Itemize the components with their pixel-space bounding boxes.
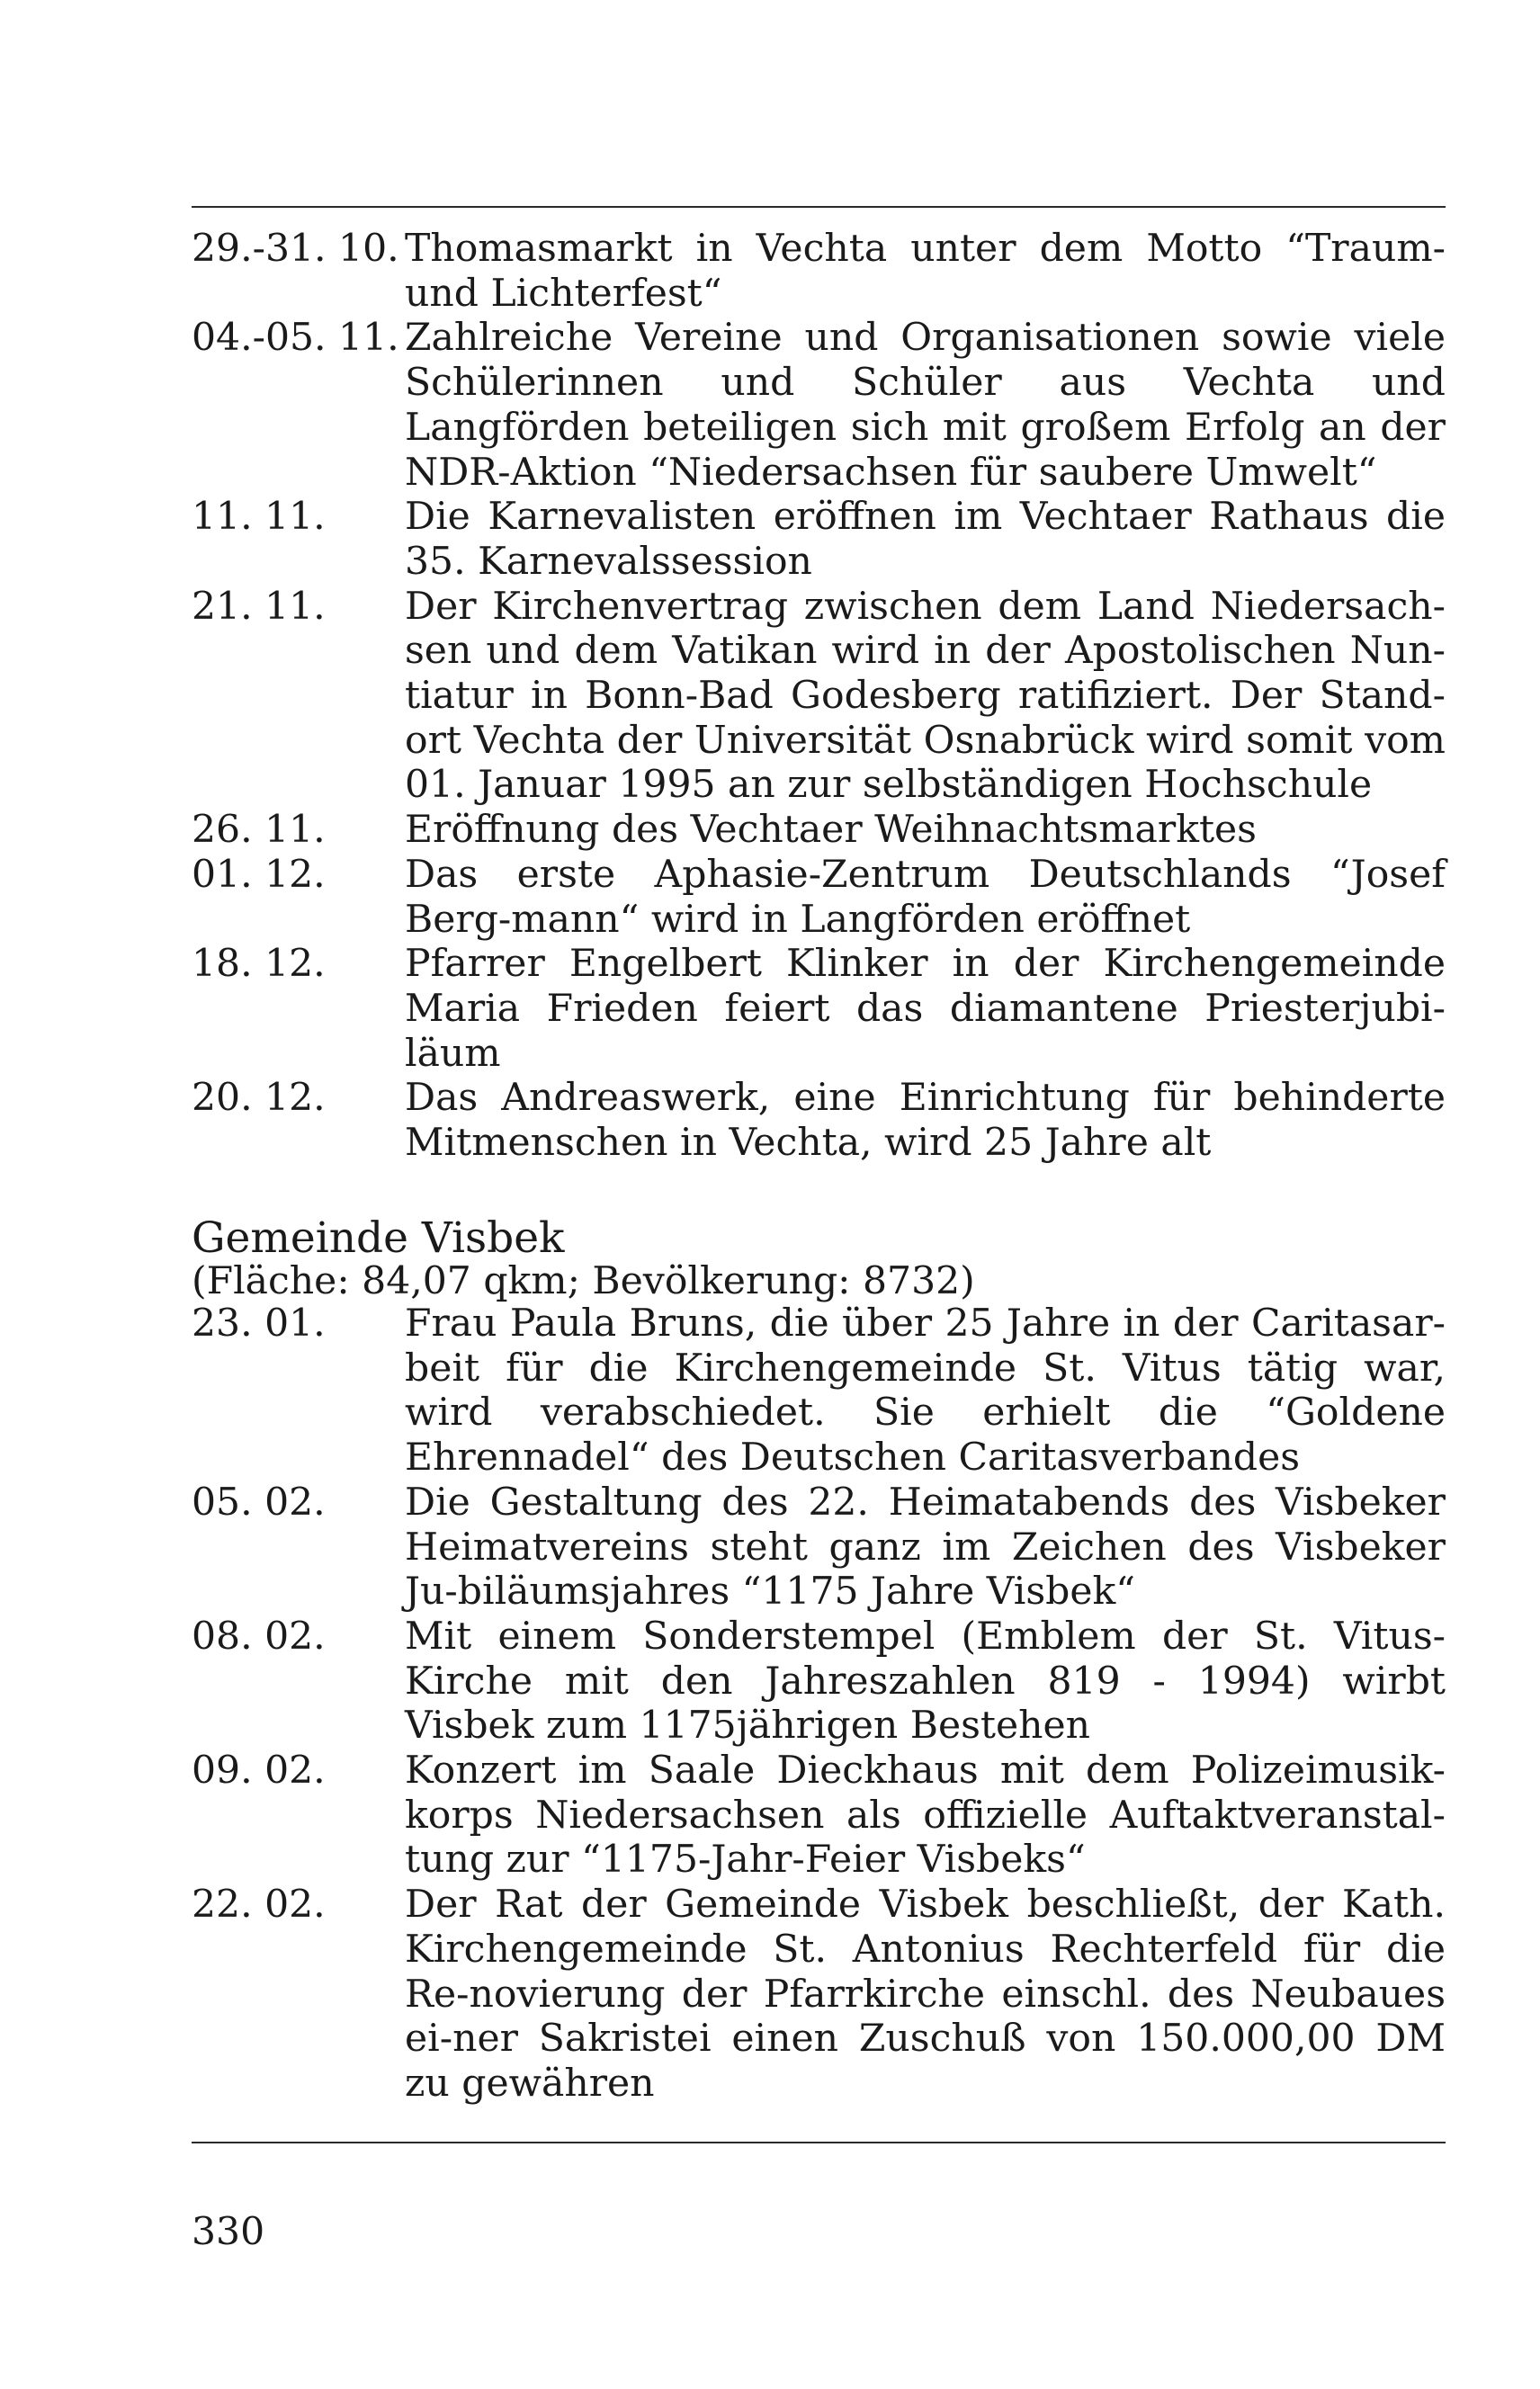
entry-date: 09. 02. xyxy=(192,1749,326,1794)
entry-date: 26. 11. xyxy=(192,808,326,853)
entry-date: 05. 02. xyxy=(192,1480,326,1525)
entry-date: 23. 01. xyxy=(192,1302,326,1346)
entry-text: Die Gestaltung des 22. Heimatabends des Visbeker Heimatvereins steht ganz im Zeichen des Visbeker Ju-biläumsjahres “1175 Jahre Visbek“ xyxy=(405,1480,1446,1615)
entry-text: Frau Paula Bruns, die über 25 Jahre in der Caritasar-beit für die Kirchengemeinde St. Vitus tätig war, wird verabschiedet. Sie erhielt die “Goldene Ehrennadel“ des Deutschen Caritasverbandes xyxy=(405,1302,1446,1481)
entry-text: Mit einem Sonderstempel (Emblem der St. Vitus-Kirche mit den Jahreszahlen 819 - 1994) wirbt Visbek zum 1175jährigen Bestehen xyxy=(405,1614,1446,1749)
top-rule xyxy=(192,206,1446,208)
entry-text: Eröffnung des Vechtaer Weihnachtsmarktes xyxy=(405,808,1257,853)
chronicle-entry xyxy=(192,1749,1446,1883)
chronicle-entry xyxy=(192,808,1446,853)
section-title: Gemeinde Visbek xyxy=(192,1213,565,1263)
entry-date: 18. 12. xyxy=(192,942,326,987)
entry-text: Pfarrer Engelbert Klinker in der Kirchengemeinde Maria Frieden feiert das diamantene Priesterjubi-läum xyxy=(405,942,1446,1076)
entry-text: Der Kirchenvertrag zwischen dem Land Niedersach-sen und dem Vatikan wird in der Apostolischen Nun-tiatur in Bonn-Bad Godesberg ratifiziert. Der Stand-ort Vechta der Universität Osnabrück wird somit vom 01. Januar 1995 an zur selbständigen Hochschule xyxy=(405,584,1446,808)
entry-date: 04.-05. 11. xyxy=(192,316,399,361)
chronicle-entry xyxy=(192,853,1446,942)
entry-date: 11. 11. xyxy=(192,495,326,540)
chronicle-entry xyxy=(192,227,1446,316)
entry-text: Das Andreaswerk, eine Einrichtung für behinderte Mitmenschen in Vechta, wird 25 Jahre alt xyxy=(405,1076,1446,1166)
entry-date: 21. 11. xyxy=(192,584,326,629)
chronicle-entry xyxy=(192,1615,1446,1749)
entry-text: Der Rat der Gemeinde Visbek beschließt, der Kath. Kirchengemeinde St. Antonius Rechterfeld für die Re-novierung der Pfarrkirche einschl. des Neubaues ei-ner Sakristei einen Zuschuß von 150.000,00 DM zu gewähren xyxy=(405,1883,1446,2106)
chronicle-entry xyxy=(192,942,1446,1076)
bottom-rule xyxy=(192,2142,1446,2143)
chronicle-entry xyxy=(192,1076,1446,1165)
section-info: (Fläche: 84,07 qkm; Bevölkerung: 8732) xyxy=(192,1259,975,1303)
chronicle-entry xyxy=(192,585,1446,809)
entry-text: Zahlreiche Vereine und Organisationen sowie viele Schülerinnen und Schüler aus Vechta und Langförden beteiligen sich mit großem Erfolg an der NDR-Aktion “Niedersachsen für saubere Umwelt“ xyxy=(405,316,1446,495)
entry-date: 01. 12. xyxy=(192,852,326,897)
chronicle-entry xyxy=(192,495,1446,584)
entry-text: Konzert im Saale Dieckhaus mit dem Polizeimusik-korps Niedersachsen als offizielle Auftaktveranstal-tung zur “1175-Jahr-Feier Visbeks“ xyxy=(405,1749,1446,1883)
entry-text: Thomasmarkt in Vechta unter dem Motto “Traum- und Lichterfest“ xyxy=(405,227,1446,316)
chronicle-entry xyxy=(192,316,1446,495)
chronicle-entry xyxy=(192,1302,1446,1481)
chronicle-entry xyxy=(192,1883,1446,2107)
entry-date: 29.-31. 10. xyxy=(192,227,399,271)
entry-text: Das erste Aphasie-Zentrum Deutschlands “Josef Berg-mann“ wird in Langförden eröffnet xyxy=(405,852,1446,942)
entry-text: Die Karnevalisten eröffnen im Vechtaer Rathaus die 35. Karnevalssession xyxy=(405,495,1446,584)
page-number: 330 xyxy=(192,2210,265,2254)
entry-date: 22. 02. xyxy=(192,1883,326,1928)
chronicle-entries-vechta xyxy=(192,227,1446,1166)
chronicle-entry xyxy=(192,1481,1446,1615)
entry-date: 20. 12. xyxy=(192,1076,326,1121)
entry-date: 08. 02. xyxy=(192,1614,326,1659)
chronicle-entries-visbek xyxy=(192,1302,1446,2107)
